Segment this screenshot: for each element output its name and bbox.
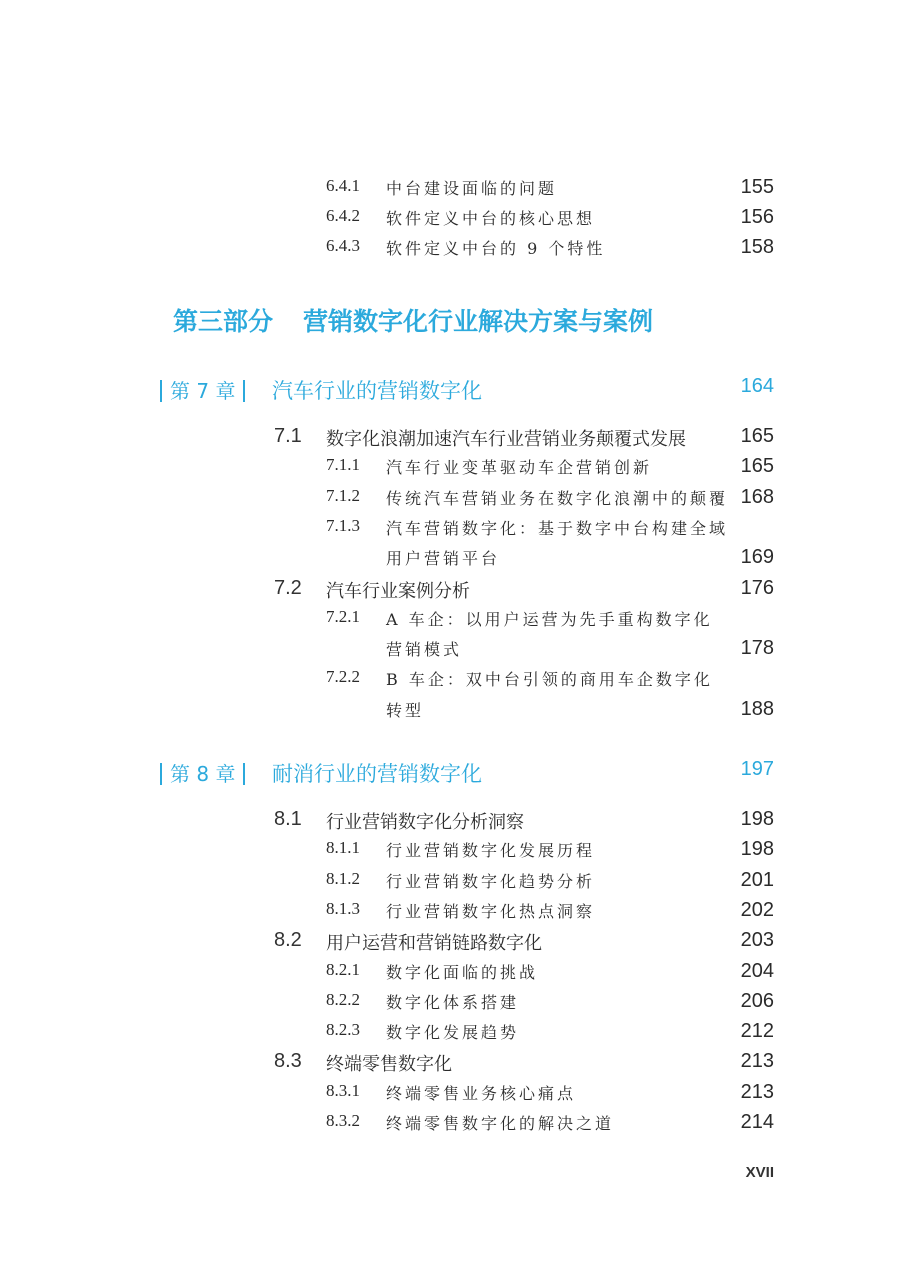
chapter-8-heading (0, 758, 915, 794)
toc-entry (0, 667, 915, 697)
entry-title: 营销模式 (386, 640, 463, 660)
chapter-8-title: 耐消行业的营销数字化 (272, 762, 482, 786)
entry-title: 行业营销数字化分析洞察 (326, 812, 524, 833)
entry-page: 214 (740, 1111, 774, 1133)
toc-entry (0, 236, 915, 266)
entry-title: 行业营销数字化趋势分析 (386, 871, 596, 891)
chapter-7-page: 164 (740, 375, 774, 397)
toc-entry (0, 1020, 915, 1050)
toc-entry (0, 176, 915, 206)
toc-entry (0, 808, 915, 838)
entry-title: 汽车营销数字化：基于数字中台构建全域 (386, 518, 729, 538)
entry-number: 8.3.2 (326, 1111, 360, 1130)
toc-entry (0, 607, 915, 637)
part-title: 营销数字化行业解决方案与案例 (303, 307, 654, 336)
entry-title: 汽车行业变革驱动车企营销创新 (386, 458, 653, 478)
bar-left (160, 763, 162, 785)
toc-entry (0, 960, 915, 990)
chapter-8-label-box (160, 758, 245, 787)
entry-page: 206 (740, 989, 774, 1012)
entry-page: 201 (740, 868, 774, 891)
entry-page: 198 (740, 838, 774, 861)
entry-title: 软件定义中台的核心思想 (386, 209, 596, 228)
toc-entry (0, 516, 915, 546)
entry-page: 213 (740, 1080, 774, 1103)
entry-title: 数字化发展趋势 (386, 1023, 520, 1043)
toc-entry (0, 577, 915, 607)
entry-title: 行业营销数字化发展历程 (386, 841, 596, 861)
entry-title: A 车企：以用户运营为先手重构数字化 (386, 609, 713, 629)
entry-title: 数字化体系搭建 (386, 992, 520, 1012)
entry-number: 7.2 (274, 576, 302, 599)
entry-title: 终端零售数字化 (326, 1054, 452, 1076)
page-folio: XVII (745, 1164, 774, 1181)
toc-entry (0, 1050, 915, 1080)
entry-number: 6.4.2 (326, 206, 360, 225)
toc-entry (0, 206, 915, 236)
entry-page: 213 (740, 1050, 774, 1073)
entry-page: 178 (740, 637, 774, 660)
toc-entry (0, 838, 915, 868)
part-label: 第三部分 (173, 307, 274, 336)
bar-right (243, 380, 245, 402)
entry-number: 8.1 (274, 808, 302, 830)
entry-title: 传统汽车营销业务在数字化浪潮中的颠覆 (386, 488, 729, 508)
entry-page: 165 (740, 455, 774, 478)
entry-number: 7.2.2 (326, 667, 360, 687)
entry-page: 169 (740, 546, 774, 569)
toc-entry (0, 1081, 915, 1111)
toc-entry (0, 546, 915, 576)
entry-title: 终端零售业务核心痛点 (386, 1083, 577, 1103)
entry-number: 6.4.3 (326, 236, 360, 255)
chapter-8-page: 197 (740, 758, 774, 780)
bar-right (243, 763, 245, 785)
entry-number: 7.1.1 (326, 455, 360, 475)
entry-number: 8.3.1 (326, 1080, 360, 1100)
entry-number: 8.2 (274, 929, 302, 952)
toc-entry (0, 990, 915, 1020)
bar-left (160, 380, 162, 402)
entry-page: 176 (740, 576, 774, 599)
entry-page: 155 (740, 176, 774, 198)
toc-entry (0, 698, 915, 728)
part-heading (173, 302, 653, 338)
entry-title: 转型 (386, 700, 425, 720)
toc-entry (0, 1111, 915, 1141)
toc-entry (0, 455, 915, 485)
entry-page: 188 (740, 697, 774, 720)
toc-entry (0, 899, 915, 929)
entry-number: 7.2.1 (326, 606, 360, 626)
chapter-7-label: 第 7 章 (170, 379, 236, 403)
entry-page: 202 (740, 898, 774, 921)
entry-number: 8.2.2 (326, 989, 360, 1009)
entry-page: 168 (740, 485, 774, 508)
entry-title: 数字化面临的挑战 (386, 962, 539, 982)
chapter-7-heading (0, 375, 915, 411)
entry-page: 204 (740, 959, 774, 982)
chapter-7-label-box (160, 375, 245, 404)
entry-number: 8.2.1 (326, 959, 360, 979)
entry-title: B 车企：双中台引领的商用车企数字化 (386, 670, 713, 690)
entry-title: 软件定义中台的 9 个特性 (386, 239, 606, 258)
entry-number: 6.4.1 (326, 176, 360, 195)
entry-page: 212 (740, 1020, 774, 1043)
toc-entry (0, 869, 915, 899)
entry-number: 7.1.3 (326, 515, 360, 535)
entry-title: 终端零售数字化的解决之道 (386, 1114, 615, 1133)
entry-number: 8.1.3 (326, 898, 360, 918)
entry-title: 中台建设面临的问题 (386, 179, 558, 198)
entry-page: 165 (740, 425, 774, 447)
entry-number: 8.1.2 (326, 868, 360, 888)
entry-title: 用户运营和营销链路数字化 (326, 933, 542, 955)
entry-number: 7.1.2 (326, 485, 360, 505)
toc-entry (0, 486, 915, 516)
entry-page: 203 (740, 929, 774, 952)
entry-page: 158 (740, 236, 774, 258)
toc-entry (0, 929, 915, 959)
entry-number: 8.3 (274, 1050, 302, 1073)
entry-number: 8.1.1 (326, 838, 360, 858)
entry-number: 7.1 (274, 425, 302, 447)
entry-number: 8.2.3 (326, 1020, 360, 1040)
toc-entry (0, 425, 915, 455)
toc-entry (0, 637, 915, 667)
entry-title: 数字化浪潮加速汽车行业营销业务颠覆式发展 (326, 429, 686, 450)
entry-title: 用户营销平台 (386, 549, 501, 569)
chapter-8-label: 第 8 章 (170, 762, 236, 786)
entry-page: 156 (740, 206, 774, 228)
chapter-7-title: 汽车行业的营销数字化 (272, 379, 482, 403)
entry-title: 行业营销数字化热点洞察 (386, 901, 596, 921)
entry-page: 198 (740, 808, 774, 830)
entry-title: 汽车行业案例分析 (326, 580, 470, 602)
